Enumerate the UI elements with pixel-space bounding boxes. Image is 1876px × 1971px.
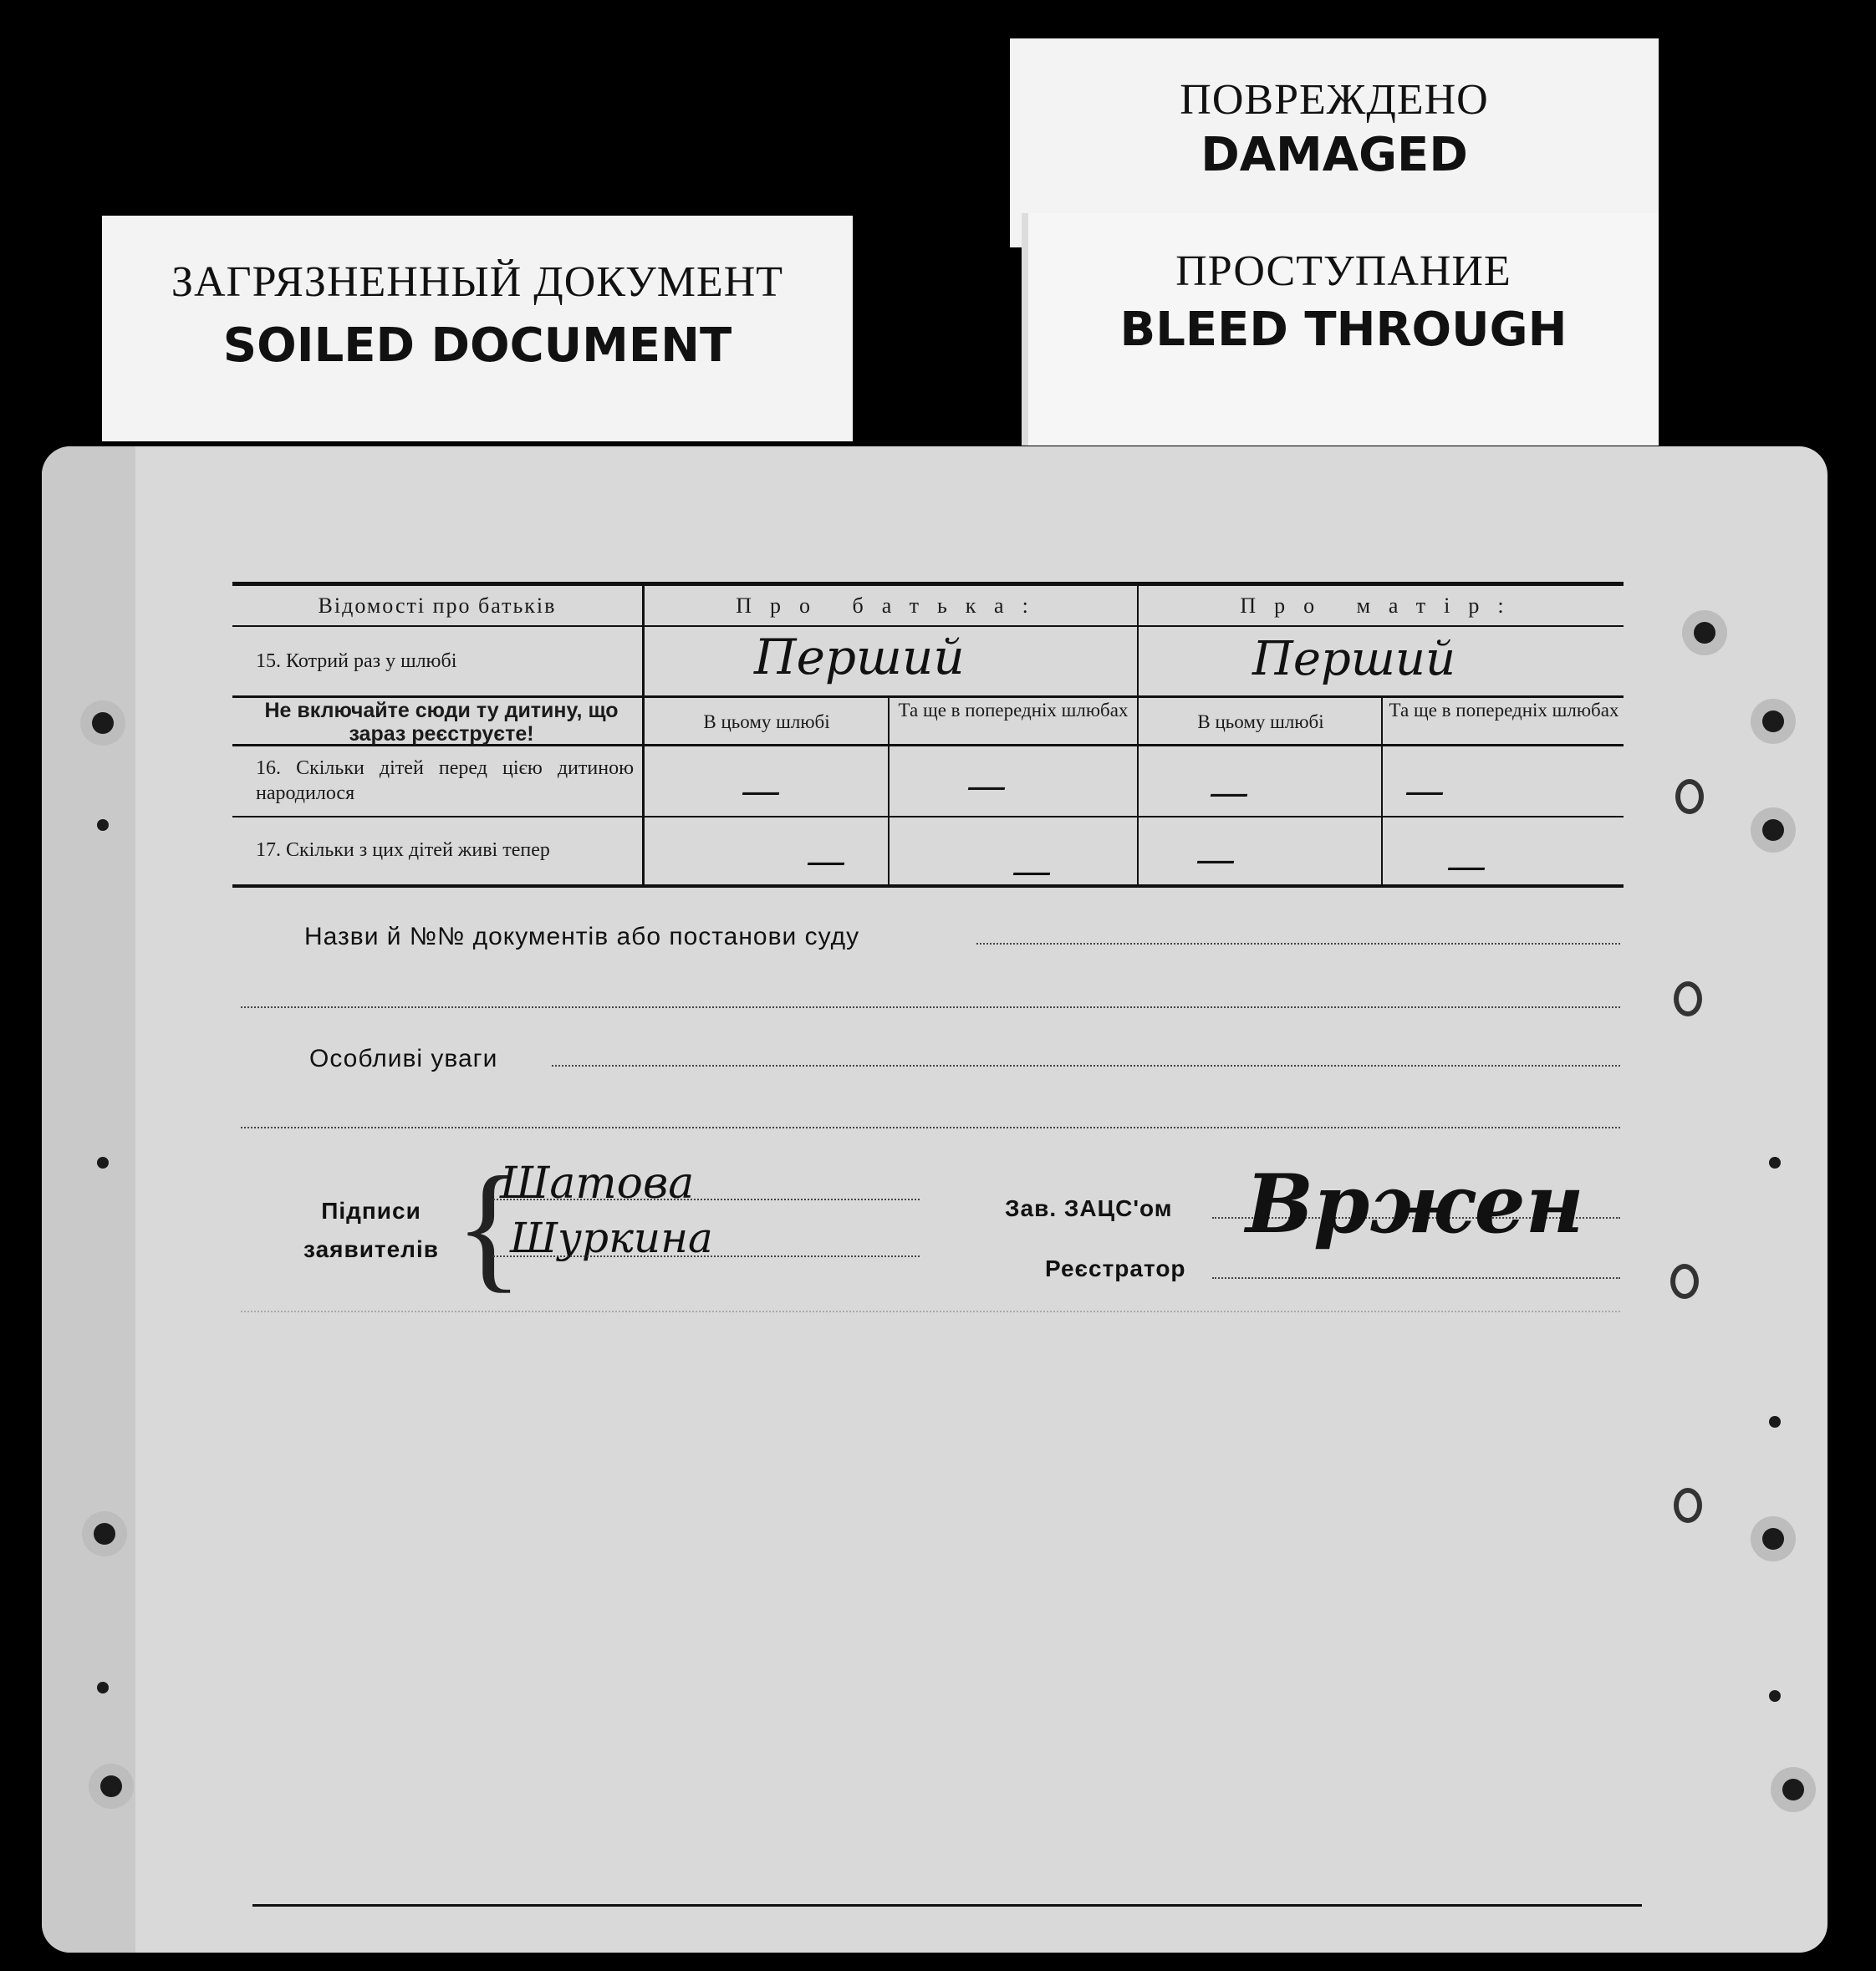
soiled-label-ru: ЗАГРЯЗНЕННЫЙ ДОКУМЕНТ xyxy=(171,258,784,306)
binding-hole xyxy=(92,712,114,734)
row17-mother-prev: — xyxy=(1446,843,1486,889)
applicant-signature-1: Шатова xyxy=(500,1159,695,1209)
binding-hole xyxy=(1769,1690,1781,1702)
damaged-label-ru: ПОВРЕЖДЕНО xyxy=(1180,76,1489,124)
registrar-label: Реєстратор xyxy=(1045,1255,1186,1281)
table-header-father: Про батька: xyxy=(736,593,1047,618)
mother-marriage-count: Перший xyxy=(1252,632,1456,686)
card-left-edge xyxy=(42,446,135,1953)
head-zags-label: Зав. ЗАЦС'ом xyxy=(1005,1195,1173,1221)
remarks-field-label: Особливі уваги xyxy=(309,1045,498,1072)
binding-hole xyxy=(1769,1157,1781,1169)
damaged-label-en: DAMAGED xyxy=(1201,128,1468,182)
binding-hole xyxy=(100,1775,122,1797)
registrar-signature: Вржен xyxy=(1246,1157,1584,1251)
binding-hole xyxy=(1675,779,1704,814)
binding-hole xyxy=(1762,819,1784,841)
document-card xyxy=(42,446,1828,1953)
exclude-child-note: Не включайте сюди ту дитину, що зараз реєструєте! xyxy=(264,699,619,746)
bleed-label-ru: ПРОСТУПАНИЕ xyxy=(1175,247,1512,295)
mother-previous-marriages-header: Та ще в попередніх шлюбах xyxy=(1389,700,1619,721)
binding-hole xyxy=(97,819,109,831)
row-15-label: 15. Котрий раз у шлюбі xyxy=(256,650,457,672)
row17-father-this: — xyxy=(806,838,846,884)
binding-hole xyxy=(1694,622,1715,644)
mother-this-marriage-header: В цьому шлюбі xyxy=(1197,711,1324,732)
binding-hole xyxy=(1674,981,1702,1016)
binding-hole xyxy=(97,1157,109,1169)
table-header-parents: Відомості про батьків xyxy=(318,593,557,618)
binding-hole xyxy=(1670,1264,1699,1299)
row17-mother-this: — xyxy=(1195,836,1236,883)
binding-hole xyxy=(1782,1779,1804,1800)
signatures-brace: { xyxy=(455,1148,523,1305)
binding-hole xyxy=(1762,710,1784,732)
father-this-marriage-header: В цьому шлюбі xyxy=(703,711,830,732)
row16-father-this: — xyxy=(741,767,781,814)
father-marriage-count: Перший xyxy=(754,629,965,685)
soiled-label-en: SOILED DOCUMENT xyxy=(222,318,732,373)
binding-hole xyxy=(1769,1416,1781,1428)
father-previous-marriages-header: Та ще в попередніх шлюбах xyxy=(898,700,1129,721)
row16-mother-prev: — xyxy=(1404,767,1445,814)
table-header-mother: Про матір: xyxy=(1240,593,1522,618)
binding-hole xyxy=(1762,1528,1784,1550)
row-16-label: 16. Скільки дітей перед цією дитиною народилося xyxy=(256,757,634,804)
applicant-signature-2: Шуркина xyxy=(510,1214,713,1262)
binding-hole xyxy=(1674,1488,1702,1523)
binding-hole xyxy=(97,1682,109,1693)
signatures-label: Підписи заявителів xyxy=(303,1198,439,1262)
documents-field-label: Назви й №№ документів або постанови суду xyxy=(304,923,860,950)
row16-father-prev: — xyxy=(966,762,1007,809)
row-17-label: 17. Скільки з цих дітей живі тепер xyxy=(256,839,550,861)
binding-hole xyxy=(94,1523,115,1545)
bleed-through-label xyxy=(1028,213,1659,446)
row17-father-prev: — xyxy=(1012,848,1052,894)
row16-mother-this: — xyxy=(1209,769,1249,816)
soiled-document-label xyxy=(102,216,853,441)
bleed-label-en: BLEED THROUGH xyxy=(1119,303,1568,357)
